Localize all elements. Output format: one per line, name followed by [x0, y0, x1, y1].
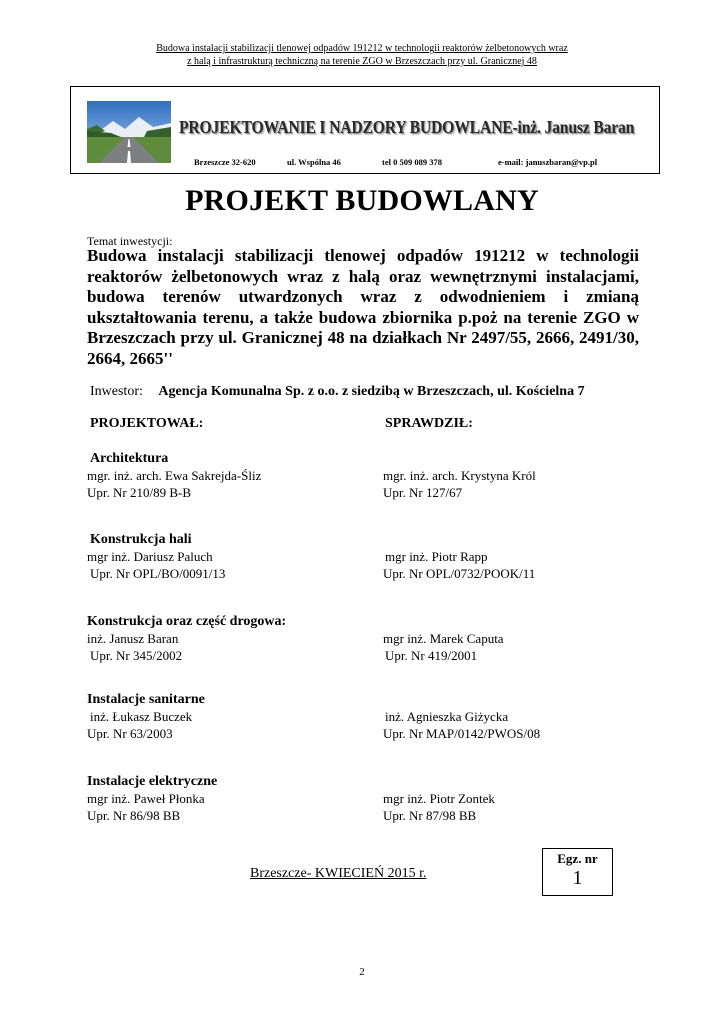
section-title: Konstrukcja oraz część drogowa:: [87, 614, 287, 629]
company-letterhead: [70, 86, 660, 174]
company-email: e-mail: januszbaran@vp.pl: [498, 157, 598, 167]
company-street: ul. Wspólna 46: [287, 157, 341, 167]
designer-name: mgr inż. Paweł Płonka: [87, 791, 205, 806]
checker-license: Upr. Nr 87/98 BB: [383, 808, 477, 823]
road-landscape-photo: [87, 101, 171, 163]
running-header-line-1: Budowa instalacji stabilizacji tlenowej odpadów 191212 w technologii reaktorów żelbetonowych wraz: [156, 43, 568, 54]
designed-by-heading: PROJEKTOWAŁ:: [90, 416, 204, 431]
running-header: [60, 42, 664, 68]
company-phone: tel 0 509 089 378: [382, 157, 442, 167]
copy-number-value: 1: [572, 867, 583, 889]
designer-license: Upr. Nr 86/98 BB: [87, 808, 181, 823]
checker-license: Upr. Nr 127/67: [383, 485, 463, 500]
section-title: Instalacje sanitarne: [87, 692, 205, 707]
section-title: Instalacje elektryczne: [87, 774, 218, 789]
checker-license: Upr. Nr OPL/0732/POOK/11: [383, 566, 536, 581]
investor-value: Agencja Komunalna Sp. z o.o. z siedzibą w Brzeszczach, ul. Kościelna 7: [158, 384, 585, 399]
designer-license: Upr. Nr 210/89 B-B: [87, 485, 191, 500]
checked-by-heading: SPRAWDZIŁ:: [385, 416, 473, 431]
designer-license: Upr. Nr 63/2003: [87, 726, 173, 741]
checker-name: mgr. inż. arch. Krystyna Król: [383, 468, 536, 483]
designer-license: Upr. Nr OPL/BO/0091/13: [90, 566, 226, 581]
checker-name: mgr inż. Piotr Zontek: [383, 791, 495, 806]
designer-name: mgr inż. Dariusz Paluch: [87, 549, 213, 564]
company-name: PROJEKTOWANIE I NADZORY BUDOWLANE-inż. Janusz Baran: [179, 117, 635, 137]
topic-label: Temat inwestycji:: [87, 234, 173, 248]
section-title: Architektura: [90, 451, 169, 466]
checker-name: mgr inż. Piotr Rapp: [385, 549, 488, 564]
running-header-line-2: z halą i infrastrukturą techniczną na terenie ZGO w Brzeszczach przy ul. Granicznej 48: [187, 56, 537, 67]
designer-name: mgr. inż. arch. Ewa Sakrejda-Śliz: [87, 468, 262, 483]
copy-number-box: [542, 848, 613, 896]
company-postal: Brzeszcze 32-620: [194, 157, 256, 167]
topic-text: Budowa instalacji stabilizacji tlenowej odpadów 191212 w technologii reaktorów żelbetonowych wraz z halą oraz wewnętrznymi instalacjami, budowa terenów utwardzonych wraz z odwodnieniem i zmianą ukształtowania terenu, a także budowa zbiornika p.poż na terenie ZGO w Brzeszczach przy ul. Granicznej 48 na działkach Nr 2497/55, 2666, 2491/30, 2664, 2665'': [87, 246, 639, 368]
section-electrical: [87, 773, 647, 824]
designer-name: inż. Janusz Baran: [87, 631, 179, 646]
copy-number-label: Egz. nr: [557, 851, 598, 866]
section-hall-structure: [87, 531, 647, 582]
document-title: PROJEKT BUDOWLANY: [185, 184, 539, 217]
section-architecture: [87, 450, 647, 501]
checker-name: inż. Agnieszka Giżycka: [385, 709, 509, 724]
designer-name: inż. Łukasz Buczek: [90, 709, 193, 724]
checker-license: Upr. Nr 419/2001: [385, 648, 478, 663]
investor-line: [90, 384, 585, 400]
place-date: Brzeszcze- KWIECIEŃ 2015 r.: [250, 866, 427, 881]
page-number: 2: [359, 966, 365, 978]
section-structure-road: [87, 613, 647, 664]
section-title: Konstrukcja hali: [90, 532, 192, 547]
section-sanitary: [87, 691, 647, 742]
checker-name: mgr inż. Marek Caputa: [383, 631, 504, 646]
checker-license: Upr. Nr MAP/0142/PWOS/08: [383, 726, 541, 741]
designer-license: Upr. Nr 345/2002: [90, 648, 183, 663]
investor-label: Inwestor:: [90, 384, 143, 399]
